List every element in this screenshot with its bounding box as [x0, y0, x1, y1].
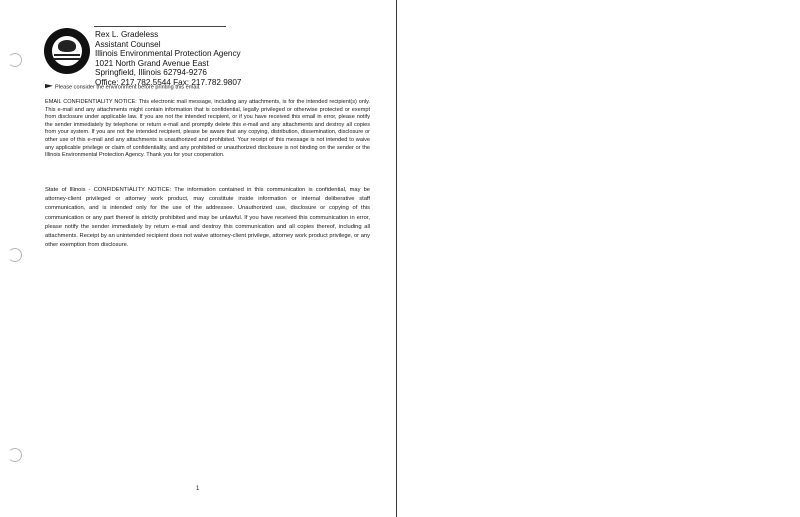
- signature-separator-line: [94, 26, 226, 27]
- page-fold-divider: [396, 0, 397, 517]
- signature-phone: Office: 217.782.5544 Fax: 217.782.9807: [95, 77, 242, 87]
- signature-agency: Illinois Environmental Protection Agency: [95, 49, 241, 58]
- state-confidentiality-notice: State of Illinois - CONFIDENTIALITY NOTICE: The information contained in this communication is confidential, may be attorney-client privileged or attorney work product, may constitute inside information or internal deliberative staff communication, and is intended only for the use of the addressee. Unauthorized use, disclosure or copying of this communication or any part thereof is strictly prohibited and may be unlawful. If you have received this communication in error, please notify the sender immediately by return e-mail and destroy this communication and all copies thereof, including all attachments. Receipt by an unintended recipient does not waive attorney-client privilege, attorney work product privilege, or any other exemption from disclosure.: [45, 187, 370, 249]
- agency-seal-logo: [44, 28, 90, 74]
- signature-title: Assistant Counsel: [95, 39, 161, 49]
- print-environment-note: [45, 84, 201, 91]
- email-confidentiality-notice: EMAIL CONFIDENTIALITY NOTICE: This electronic mail message, including any attachments, is for the intended recipient(s) only. This e-mail and any attachments might contain information that is confidential, legally privileged or otherwise protected or exempt from disclosure under applicable law. If you are not the intended recipient, or if you have received this email in error, please notify the sender immediately by telephone or return e-mail and promptly delete this e-mail and any attachments and destroy all copies from your system. If you are not the intended recipient, please be aware that any copying, distribution, dissemination, disclosure or other use of this e-mail and any attachments is unauthorized and prohibited. Your receipt of this message is not intended to waive any applicable privilege or claim of confidentiality, and any prohibited or unauthorized disclosure is not binding on the sender or the Illinois Environmental Protection Agency. Thank you for your cooperation.: [45, 99, 370, 159]
- binder-hole-mark: [8, 53, 22, 67]
- leaf-icon: [45, 84, 53, 90]
- page-number: 1: [196, 486, 200, 492]
- signature-city: Springfield, Illinois 62794-9276: [95, 68, 207, 77]
- binder-hole-mark: [8, 448, 22, 462]
- email-signature: [95, 30, 241, 87]
- signature-address: 1021 North Grand Avenue East: [95, 58, 209, 68]
- binder-hole-mark: [8, 248, 22, 262]
- print-note-text: Please consider the environment before printing this email.: [55, 84, 201, 91]
- signature-name: Rex L. Gradeless: [95, 30, 159, 39]
